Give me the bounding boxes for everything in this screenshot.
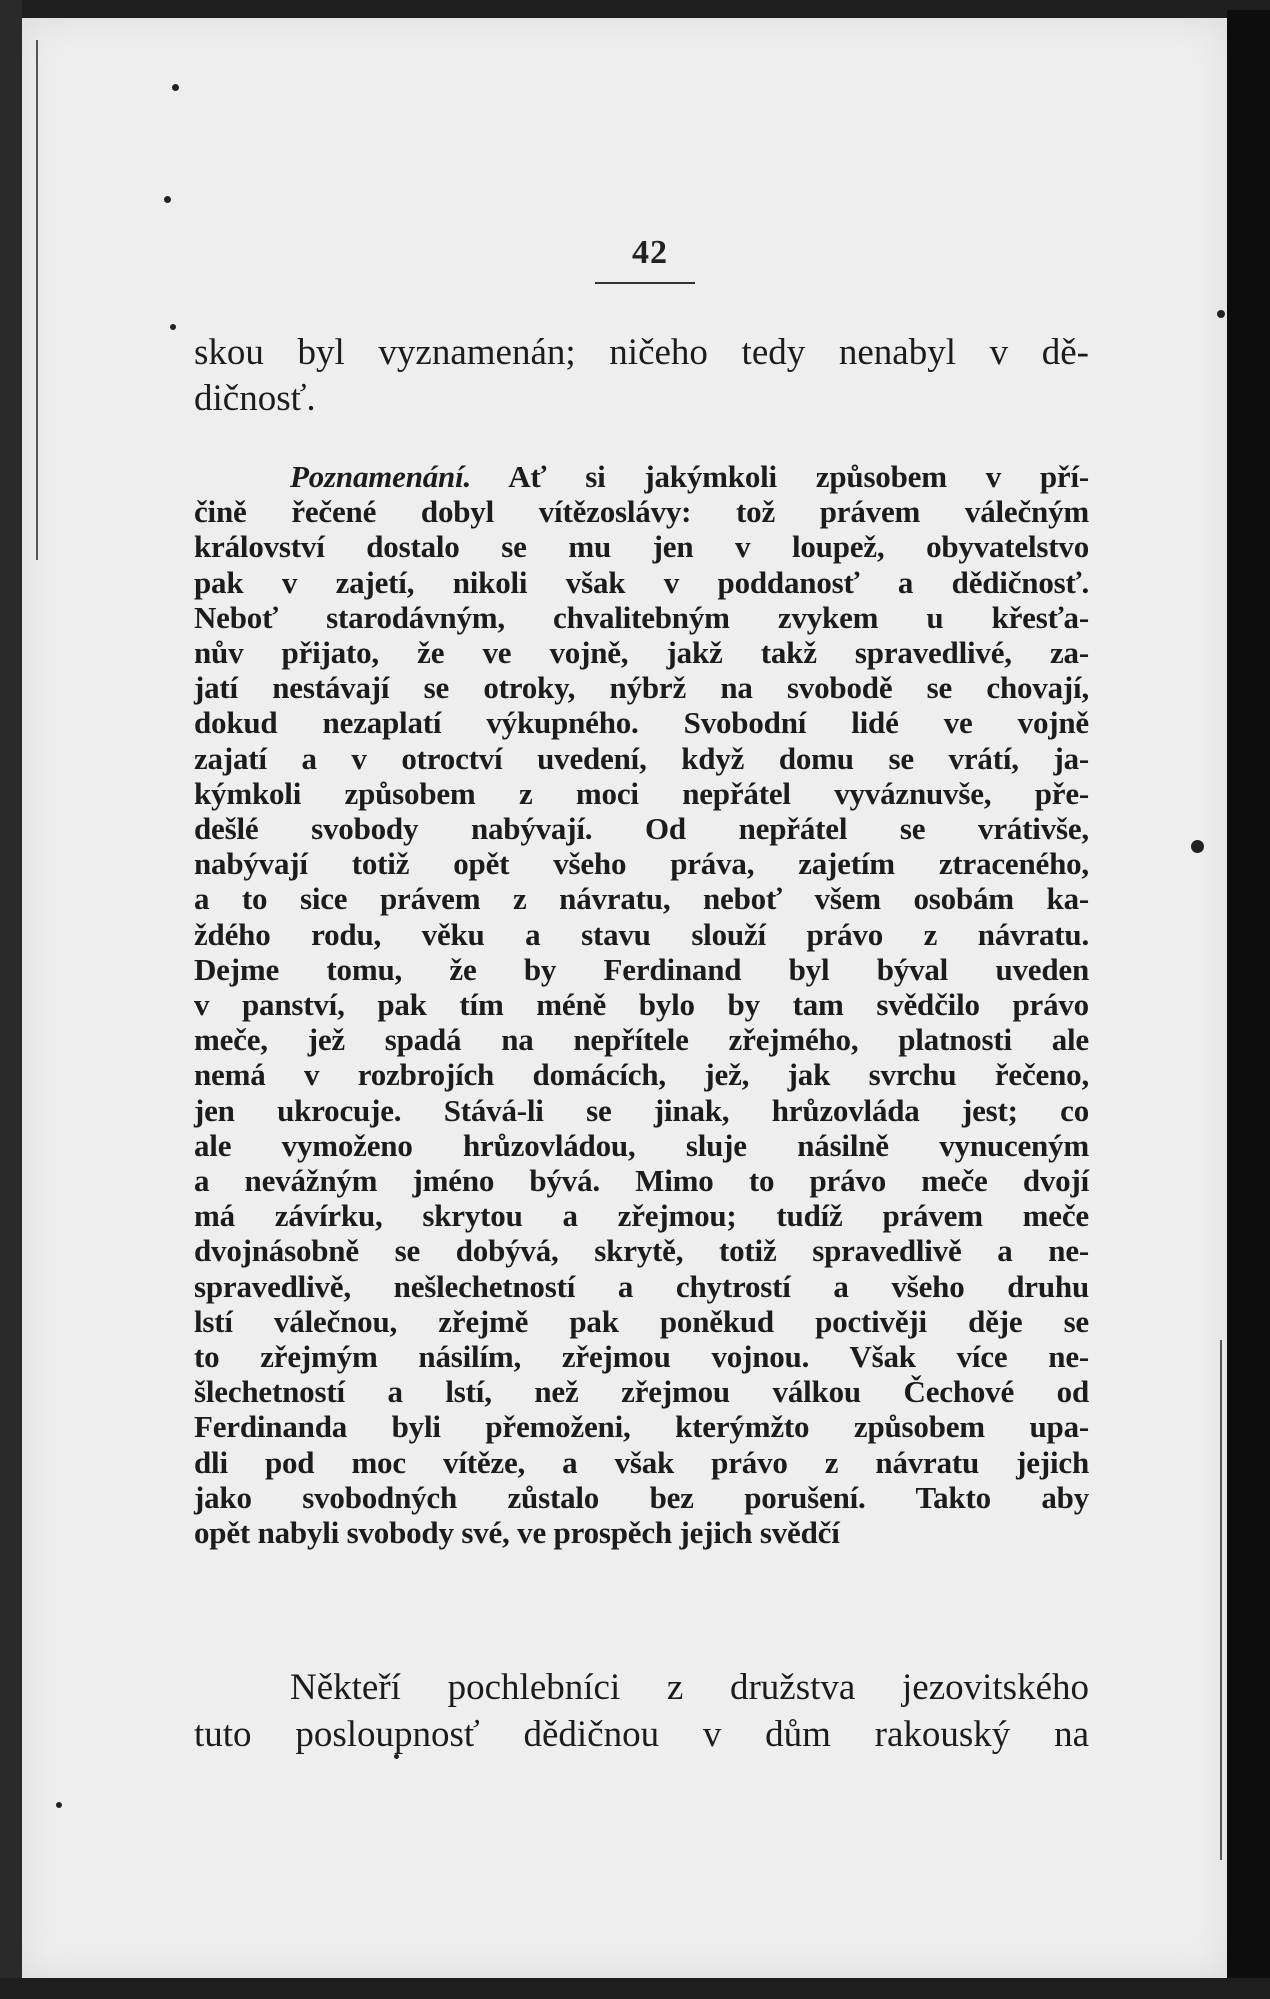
note-line: království dostalo se mu jen v loupež, obyvatelstvo bbox=[194, 529, 1089, 565]
note-line: Neboť starodávným, chvalitebným zvykem u křesťa- bbox=[194, 599, 1089, 635]
note-line: dli pod moc vítěze, a však právo z návratu jejich bbox=[194, 1444, 1089, 1480]
scan-left-border bbox=[0, 0, 22, 1999]
note-paragraph bbox=[194, 459, 1089, 1550]
note-line: jatí nestávají se otroky, nýbrž na svobodě se chovají, bbox=[194, 670, 1089, 706]
note-line: opět nabyli svobody své, ve prospěch jejich svědčí bbox=[194, 1515, 840, 1551]
page-number: 42 bbox=[632, 234, 668, 271]
text-line: dičnosť. bbox=[194, 378, 316, 419]
scan-speck bbox=[1191, 840, 1204, 853]
note-line: v panství, pak tím méně bylo by tam svědčilo právo bbox=[194, 987, 1089, 1023]
note-line: nův přijato, že ve vojně, jakž takž spravedlivé, za- bbox=[194, 635, 1089, 671]
note-line: nabývají totiž opět všeho práva, zajetím ztraceného, bbox=[194, 846, 1089, 882]
page-number-rule bbox=[595, 282, 695, 284]
scan-bottom-border bbox=[0, 1978, 1270, 1999]
note-line: má závírku, skrytou a zřejmou; tudíž právem meče bbox=[194, 1198, 1089, 1234]
note-line: to zřejmým násilím, zřejmou vojnou. Však více ne- bbox=[194, 1339, 1089, 1375]
scan-top-border bbox=[0, 0, 1270, 18]
note-line: jako svobodných zůstalo bez porušení. Takto aby bbox=[194, 1479, 1089, 1515]
scan-right-border bbox=[1227, 10, 1270, 1990]
intro-paragraph bbox=[194, 330, 1089, 422]
note-line: meče, jež spadá na nepřítele zřejmého, platnosti ale bbox=[194, 1022, 1089, 1058]
note-line: šlechetností a lstí, než zřejmou válkou Čechové od bbox=[194, 1374, 1089, 1410]
text-line: tuto posloupnosť dědičnou v dům rakouský na bbox=[194, 1714, 1089, 1755]
note-first-line bbox=[194, 459, 1089, 494]
scan-margin-mark bbox=[36, 40, 38, 560]
text-line: skou byl vyznamenán; ničeho tedy nenabyl v dě- bbox=[194, 332, 1089, 373]
scan-margin-mark bbox=[1220, 1340, 1222, 1860]
note-line: spravedlivě, nešlechetností a chytrostí a všeho druhu bbox=[194, 1268, 1089, 1304]
note-first-line-text: Ať si jakýmkoli způsobem v pří- bbox=[508, 459, 1090, 494]
text-line: Někteří pochlebníci z družstva jezovitského bbox=[290, 1667, 1089, 1708]
note-line: ždého rodu, věku a stavu slouží právo z návratu. bbox=[194, 916, 1089, 952]
note-line: čině řečené dobyl vítězoslávy: tož právem válečným bbox=[194, 494, 1089, 530]
note-line: kýmkoli způsobem z moci nepřátel vyváznuvše, pře- bbox=[194, 775, 1089, 811]
note-line: nemá v rozbrojích domácích, jež, jak svrchu řečeno, bbox=[194, 1057, 1089, 1093]
note-line: a nevážným jméno bývá. Mimo to právo meče dvojí bbox=[194, 1163, 1089, 1199]
scan-speck bbox=[172, 84, 179, 91]
note-line: zajatí a v otroctví uvedení, když domu se vrátí, ja- bbox=[194, 740, 1089, 776]
scan-speck bbox=[164, 196, 171, 203]
note-line: jen ukrocuje. Stává-li se jinak, hrůzovláda jest; co bbox=[194, 1092, 1089, 1128]
closing-paragraph bbox=[194, 1664, 1089, 1758]
note-line: dešlé svobody nabývají. Od nepřátel se vrátivše, bbox=[194, 811, 1089, 847]
note-line: ale vymoženo hrůzovládou, sluje násilně vynuceným bbox=[194, 1127, 1089, 1163]
note-line: lstí válečnou, zřejmě pak poněkud poctivěji děje se bbox=[194, 1303, 1089, 1339]
scan-speck bbox=[170, 324, 176, 330]
note-label: Poznamenání. bbox=[290, 459, 472, 494]
scan-speck bbox=[56, 1802, 62, 1808]
note-line: Ferdinanda byli přemoženi, kterýmžto způsobem upa- bbox=[194, 1409, 1089, 1445]
note-line: dvojnásobně se dobývá, skrytě, totiž spravedlivě a ne- bbox=[194, 1233, 1089, 1269]
note-line: dokud nezaplatí výkupného. Svobodní lidé ve vojně bbox=[194, 705, 1089, 741]
note-line: pak v zajetí, nikoli však v poddanosť a dědičnosť. bbox=[194, 564, 1089, 600]
scan-speck bbox=[1217, 310, 1225, 318]
note-line: a to sice právem z návratu, neboť všem osobám ka- bbox=[194, 881, 1089, 917]
note-line: Dejme tomu, že by Ferdinand byl býval uveden bbox=[194, 951, 1089, 987]
